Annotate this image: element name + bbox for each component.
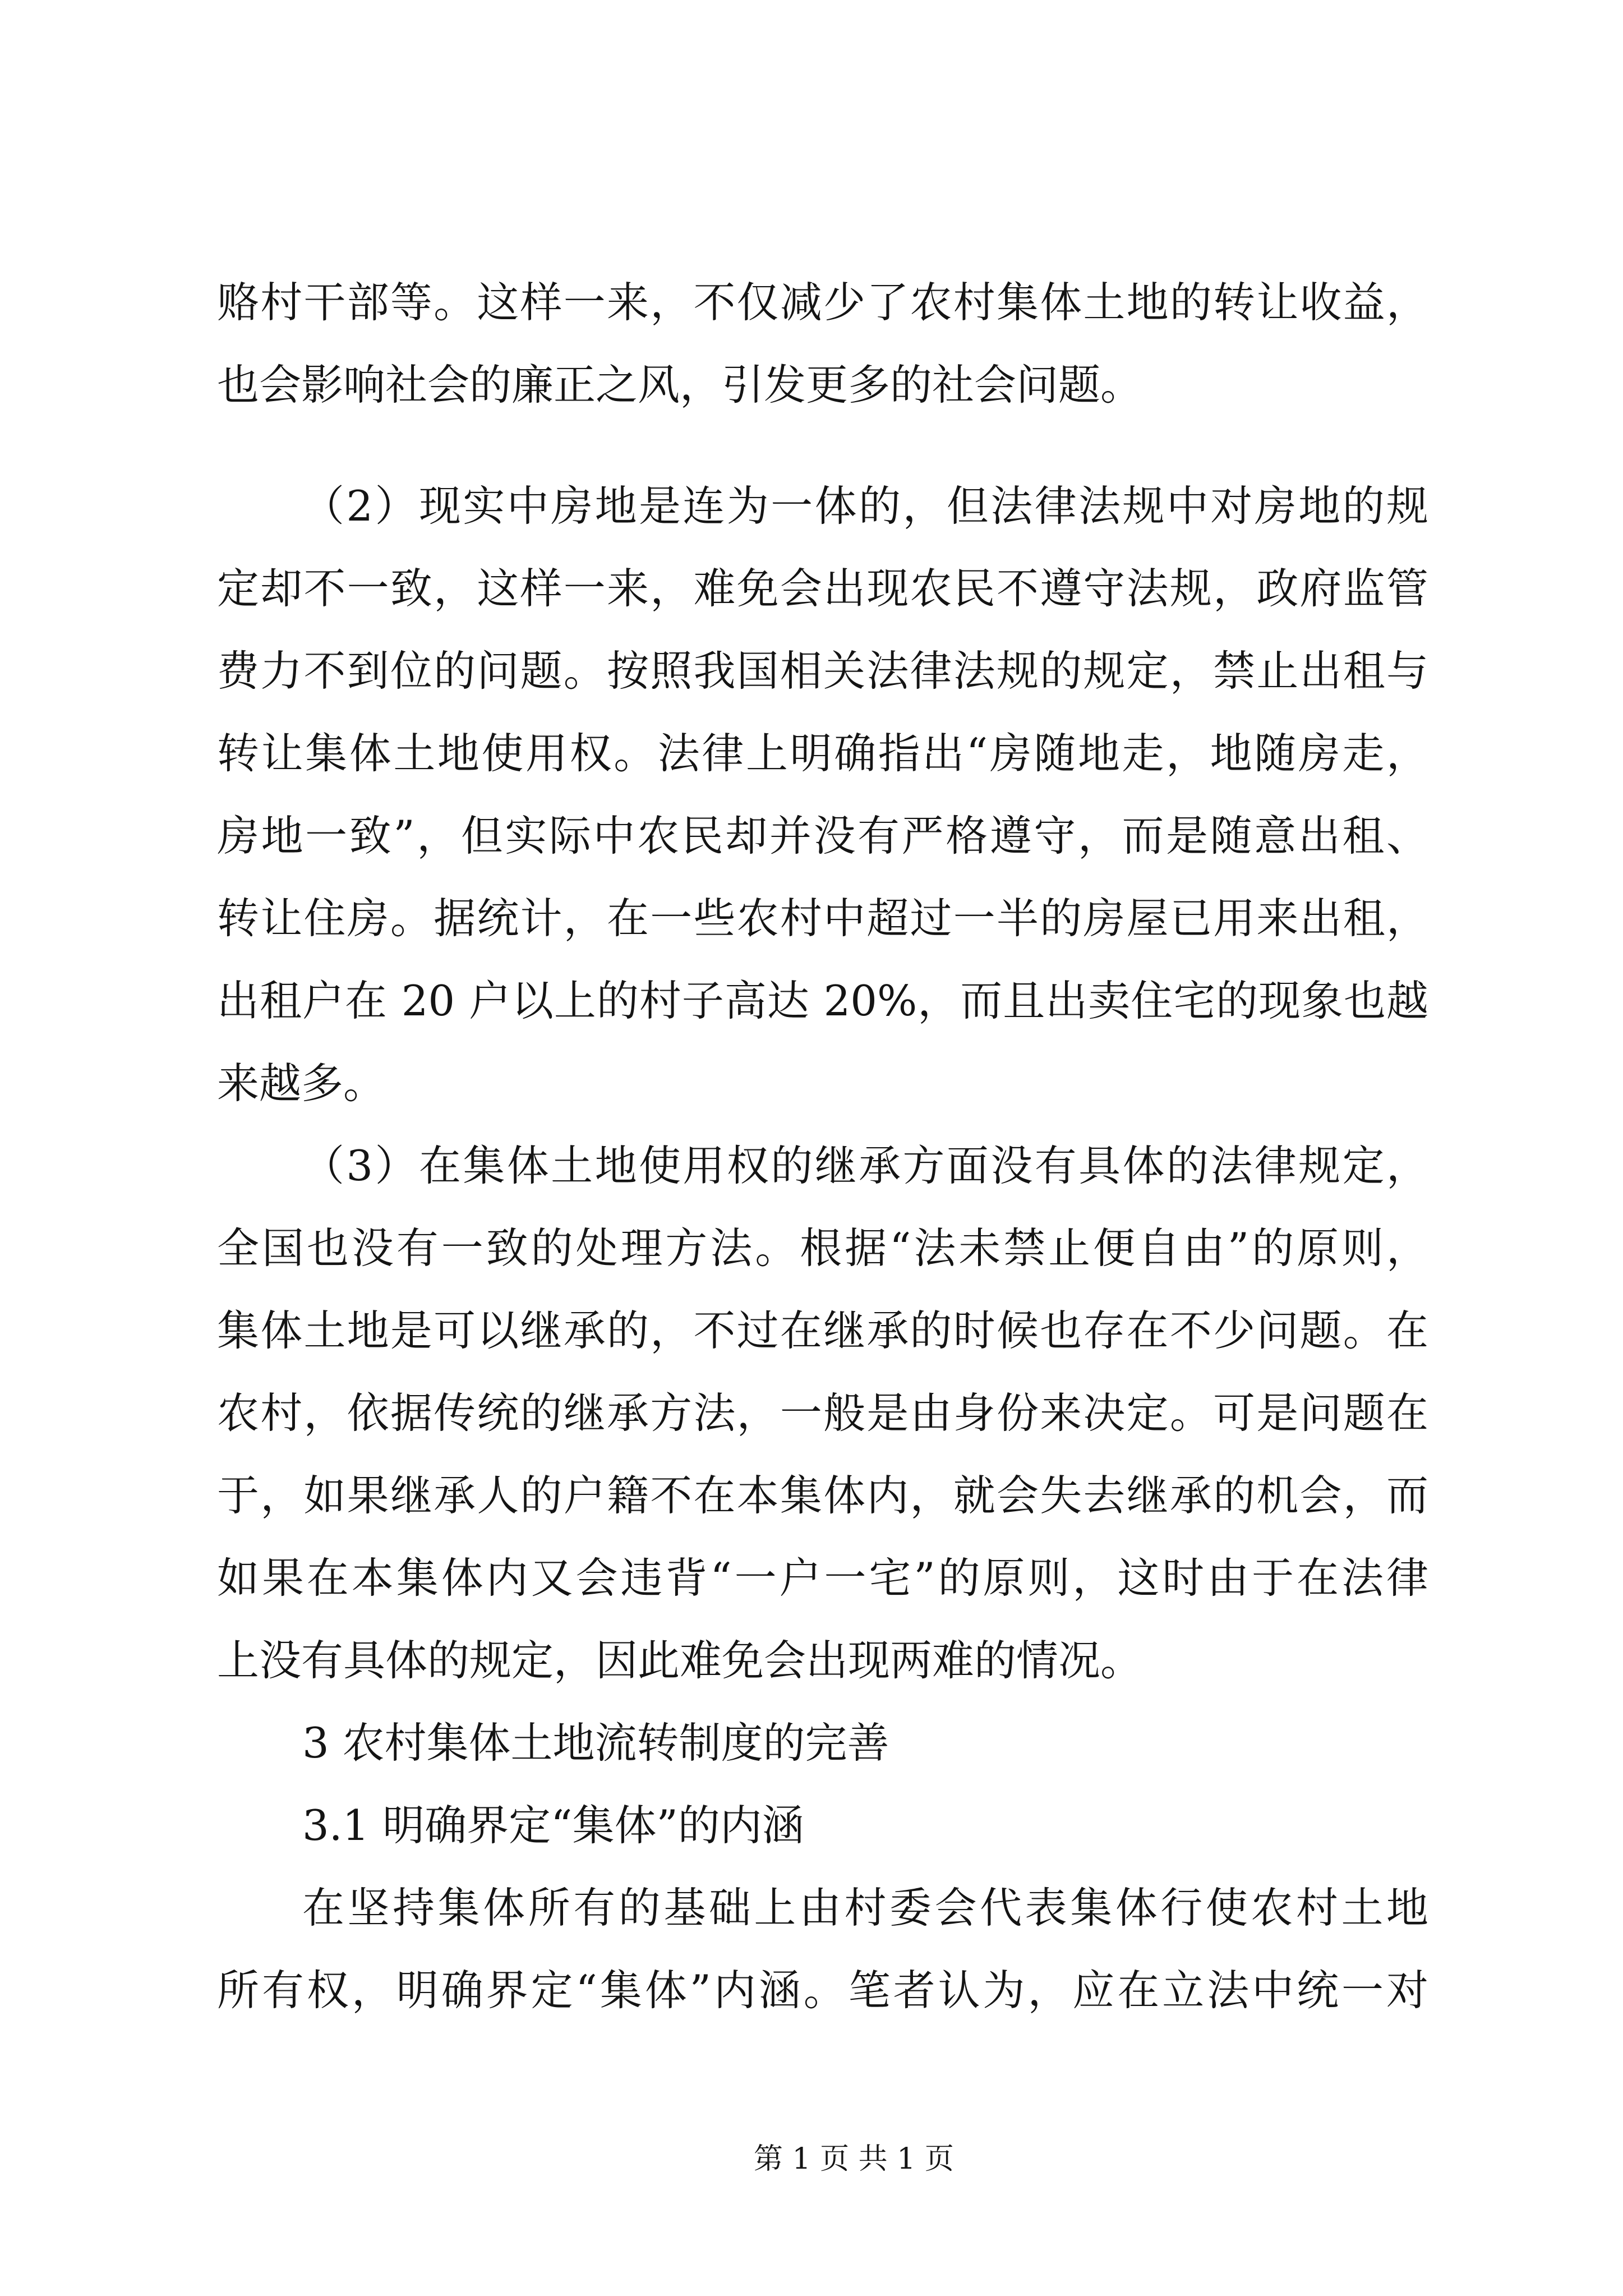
paragraph-continuation [217,261,1428,426]
text-line: 转让集体土地使用权。法律上明确指出“房随地走，地随房走， [217,729,1428,778]
subsection-heading [217,1784,1428,1867]
text-line: 如果在本集体内又会违背“一户一宅”的原则，这时由于在法律 [217,1553,1428,1603]
text-line: 全国也没有一致的处理方法。根据“法未禁止便自由”的原则， [217,1223,1428,1273]
paragraph-body [217,1867,1428,2032]
text-line: 农村，依据传统的继承方法，一般是由身份来决定。可是问题在 [217,1388,1428,1438]
text-line: 来越多。 [217,1059,386,1108]
page-footer: 第 1 页 共 1 页 [754,2142,954,2176]
text-line: 定却不一致，这样一来，难免会出现农民不遵守法规，政府监管 [217,564,1428,613]
text-line: 所有权，明确界定“集体”内涵。笔者认为，应在立法中统一对 [217,1966,1428,2015]
section-heading-text: 3 农村集体土地流转制度的完善 [302,1718,889,1768]
text-line: 出租户在 20 户以上的村子高达 20%，而且出卖住宅的现象也越 [217,976,1428,1025]
text-line: 也会影响社会的廉正之风，引发更多的社会问题。 [217,360,1143,409]
paragraph-item-3 [217,1125,1428,1702]
body-text [217,261,1428,2032]
text-line: 集体土地是可以继承的，不过在继承的时候也存在不少问题。在 [217,1306,1428,1355]
subsection-heading-text: 3.1 明确界定“集体”的内涵 [302,1801,804,1850]
text-line: 上没有具体的规定，因此难免会出现两难的情况。 [217,1636,1143,1685]
text-line: （2）现实中房地是连为一体的，但法律法规中对房地的规 [302,481,1428,531]
section-heading [217,1702,1428,1784]
text-line: 费力不到位的问题。按照我国相关法律法规的规定，禁止出租与 [217,646,1428,696]
paragraph-item-2 [217,465,1428,1125]
text-line: 在坚持集体所有的基础上由村委会代表集体行使农村土地 [302,1883,1428,1932]
text-line: 房地一致”，但实际中农民却并没有严格遵守，而是随意出租、 [217,811,1428,861]
text-line: 转让住房。据统计，在一些农村中超过一半的房屋已用来出租， [217,894,1428,943]
text-line: 于，如果继承人的户籍不在本集体内，就会失去继承的机会，而 [217,1471,1428,1520]
text-line: 赂村干部等。这样一来，不仅减少了农村集体土地的转让收益， [217,278,1428,327]
text-line: （3）在集体土地使用权的继承方面没有具体的法律规定， [302,1141,1428,1190]
